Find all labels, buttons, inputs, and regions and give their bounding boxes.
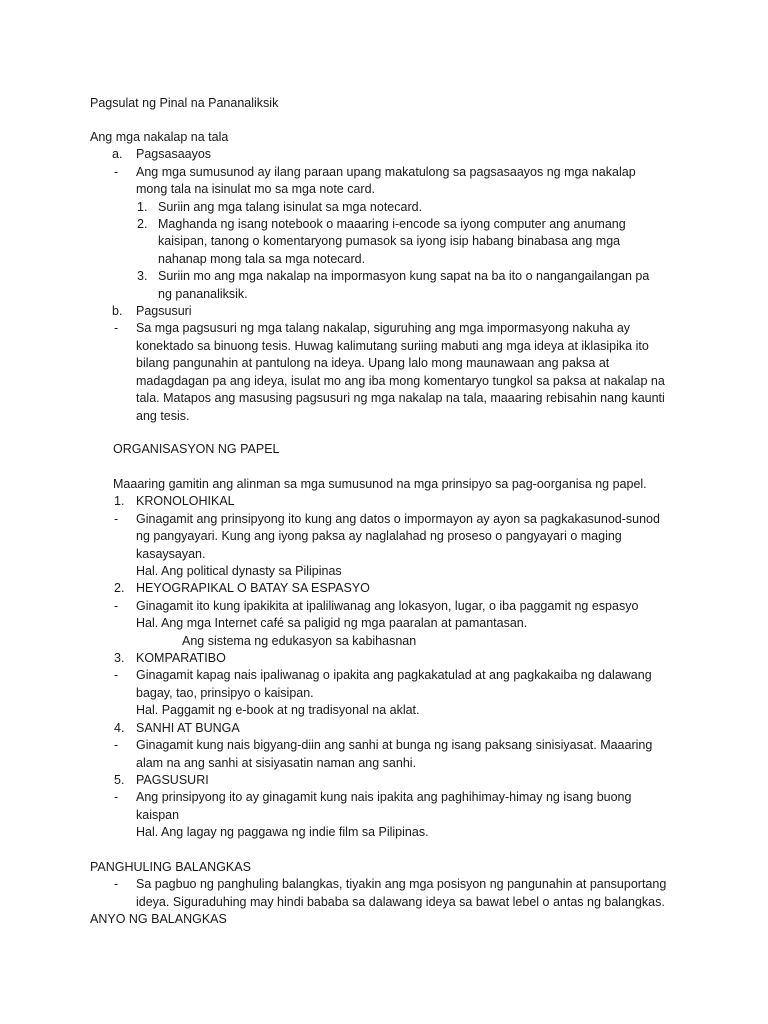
notes-item-b bbox=[112, 303, 690, 320]
notes-item-b-label: Pagsusuri bbox=[136, 304, 192, 319]
organization-section bbox=[90, 476, 690, 842]
principle-description: Ang prinsipyong ito ay ginagamit kung nais ipakita ang paghihimay-himay ng isang buong kaispan bbox=[136, 790, 632, 822]
principle-3-description bbox=[114, 667, 690, 702]
notes-section bbox=[90, 129, 690, 425]
notes-item-a-intro-text: Ang mga sumusunod ay ilang paraan upang makatulong sa pagsasaayos ng mga nakalap mong tala na isinulat mo sa mga note card. bbox=[136, 164, 636, 197]
list-marker: 3. bbox=[137, 269, 148, 284]
bullet-dash: - bbox=[114, 877, 119, 892]
notes-item-a bbox=[112, 146, 690, 163]
principle-title: KRONOLOHIKAL bbox=[136, 494, 235, 509]
list-marker: 4. bbox=[114, 720, 125, 735]
principle-title: HEYOGRAPIKAL O BATAY SA ESPASYO bbox=[136, 581, 370, 596]
outline-form-heading: ANYO NG BALANGKAS bbox=[90, 912, 227, 927]
principle-4-description bbox=[114, 737, 690, 772]
notes-step-3 bbox=[137, 268, 690, 303]
notes-item-a-label: Pagsasaayos bbox=[136, 147, 212, 162]
list-marker: a. bbox=[112, 147, 123, 162]
list-marker: 2. bbox=[137, 217, 148, 232]
principle-2-example bbox=[136, 615, 690, 632]
notes-item-a-intro bbox=[114, 164, 690, 199]
principle-example: Hal. Paggamit ng e-book at ng tradisyonal na aklat. bbox=[136, 703, 420, 718]
organization-intro bbox=[113, 476, 690, 493]
final-outline-section bbox=[90, 859, 690, 929]
principle-2 bbox=[114, 580, 690, 597]
principle-example: Hal. Ang political dynasty sa Pilipinas bbox=[136, 564, 342, 579]
principle-description: Ginagamit ang prinsipyong ito kung ang datos o impormayon ay ayon sa pagkakasunod-sunod ng pangyayari. Kung ang iyong paksa ay naglalahad ng proseso o pangyayari o maging kasaysayan. bbox=[136, 511, 660, 561]
principle-example: Hal. Ang mga Internet café sa paligid ng mga paaralan at pamantasan. bbox=[136, 616, 528, 631]
principle-1-example bbox=[136, 563, 690, 580]
list-marker: 1. bbox=[114, 494, 125, 509]
bullet-dash: - bbox=[114, 668, 119, 683]
bullet-dash: - bbox=[114, 598, 119, 613]
notes-step-1 bbox=[137, 199, 690, 216]
notes-step-text: Maghanda ng isang notebook o maaaring i-encode sa iyong computer ang anumang kaisipan, tanong o komentaryong pumasok sa iyong isip habang binabasa ang mga nahanap mong tala sa mga notecard. bbox=[158, 217, 626, 266]
list-marker: 2. bbox=[114, 581, 125, 596]
notes-step-2 bbox=[137, 216, 690, 268]
principle-3 bbox=[114, 650, 690, 667]
notes-item-b-body bbox=[114, 320, 690, 424]
final-outline-body bbox=[114, 876, 690, 911]
list-marker: 5. bbox=[114, 772, 125, 787]
principle-title: KOMPARATIBO bbox=[136, 651, 226, 666]
principle-example: Ang sistema ng edukasyon sa kabihasnan bbox=[182, 633, 417, 648]
document-title: Pagsulat ng Pinal na Pananaliksik bbox=[90, 96, 279, 110]
bullet-dash: - bbox=[114, 164, 119, 179]
notes-item-b-text: Sa mga pagsusuri ng mga talang nakalap, siguruhing ang mga impormasyong nakuha ay konektado sa binuong tesis. Huwag kalimutang suriing mabuti ang mga ideya at iklasipika ito bilang pangunahin at pantulong na ideya. Upang lalo mong maunawaan ang paksa at madagdagan pa ang ideya, isulat mo ang iba mong komentaryo tungkol sa paksa at nakalap na tala. Matapos ang masusing pagsusuri ng mga nakalap na tala, maaaring rebisahin nang kaunti ang tesis. bbox=[136, 321, 665, 423]
bullet-dash: - bbox=[114, 321, 119, 336]
notes-step-text: Suriin mo ang mga nakalap na impormasyon kung sapat na ba ito o nangangailangan pa ng pananaliksik. bbox=[158, 269, 650, 301]
principle-description: Ginagamit kapag nais ipaliwanag o ipakita ang pagkakatulad at ang pagkakaiba ng dalawang bagay, tao, prinsipyo o kaisipan. bbox=[136, 668, 652, 700]
principle-title: SANHI AT BUNGA bbox=[136, 720, 240, 735]
principle-5-description bbox=[114, 789, 690, 824]
bullet-dash: - bbox=[114, 790, 119, 805]
principle-4 bbox=[114, 720, 690, 737]
final-outline-text: Sa pagbuo ng panghuling balangkas, tiyakin ang mga posisyon ng pangunahin at pansuportang ideya. Siguraduhing may hindi bababa sa dalawang ideya sa bawat lebel o antas ng balangkas. bbox=[136, 877, 667, 909]
final-outline-heading: PANGHULING BALANGKAS bbox=[90, 860, 251, 874]
organization-heading: ORGANISASYON NG PAPEL bbox=[113, 442, 280, 456]
principle-description: Ginagamit ito kung ipakikita at ipaliliwanag ang lokasyon, lugar, o iba paggamit ng espasyo bbox=[136, 598, 639, 613]
principle-title: PAGSUSURI bbox=[136, 772, 209, 787]
notes-step-text: Suriin ang mga talang isinulat sa mga notecard. bbox=[158, 199, 423, 214]
list-marker: b. bbox=[112, 304, 123, 319]
principle-5 bbox=[114, 772, 690, 789]
principle-1 bbox=[114, 493, 690, 510]
principle-1-description bbox=[114, 511, 690, 563]
principle-2-example-2 bbox=[182, 633, 690, 650]
notes-heading: Ang mga nakalap na tala bbox=[90, 130, 229, 144]
list-marker: 3. bbox=[114, 651, 125, 666]
principle-2-description bbox=[114, 598, 690, 615]
bullet-dash: - bbox=[114, 511, 119, 526]
principle-example: Hal. Ang lagay ng paggawa ng indie film sa Pilipinas. bbox=[136, 825, 429, 840]
principle-3-example bbox=[136, 702, 690, 719]
principle-5-example bbox=[136, 824, 690, 841]
principle-description: Ginagamit kung nais bigyang-diin ang sanhi at bunga ng isang paksang sinisiyasat. Maaaring alam na ang sanhi at sisiyasatin naman ang sanhi. bbox=[136, 738, 653, 770]
list-marker: 1. bbox=[137, 199, 148, 214]
organization-intro-text: Maaaring gamitin ang alinman sa mga sumusunod na mga prinsipyo sa pag-oorganisa ng papel. bbox=[113, 477, 647, 491]
bullet-dash: - bbox=[114, 738, 119, 753]
